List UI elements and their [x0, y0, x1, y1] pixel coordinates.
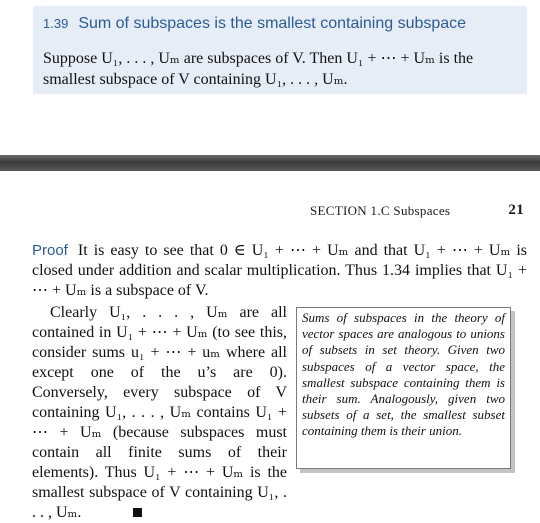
theorem-statement-line-1: Suppose U₁, . . . , Uₘ are subspaces of V. Then U₁ + ⋯ + Uₘ is the	[43, 50, 474, 67]
proof-text-1: It is easy to see that 0 ∈ U₁ + ⋯ + Uₘ and that U₁ + ⋯ + Uₘ is closed under addition and scalar multiplication. Thus 1.34 implies that U₁ + ⋯ + Uₘ is a subspace of V.	[32, 242, 528, 299]
previous-page	[0, 0, 540, 155]
theorem-heading	[43, 15, 466, 33]
current-page	[0, 171, 540, 519]
margin-note: Sums of subspaces in the theory of vector spaces are analogous to unions of subsets in set theory. Given two subspaces of a vector space, the smallest subspace containing them is their sum. Analogously, given two subsets of a set, the smallest subset containing them is their union.	[296, 307, 511, 469]
theorem-title: Sum of subspaces is the smallest containing subspace	[78, 15, 467, 32]
proof-paragraph-1	[32, 241, 527, 301]
page-gutter	[0, 155, 540, 171]
proof-paragraph-2	[32, 303, 287, 523]
theorem-statement	[43, 48, 521, 90]
running-head	[310, 203, 526, 219]
page-number: 21	[508, 202, 524, 218]
proof-text-2: Clearly U₁, . . . , Uₘ are all contained in U₁ + ⋯ + Uₘ (to see this, consider sums u₁ + ⋯ + uₘ where all except one of the u’s are 0). Conversely, every subspace of V containing U₁, . . . , Uₘ contains U₁ + ⋯ + Uₘ (because subspaces must contain all finite sums of their elements). Thus U₁ + ⋯ + Uₘ is the smallest subspace of V containing U₁, . . . , Uₘ.	[32, 304, 287, 521]
theorem-box	[33, 6, 527, 94]
qed-square-icon	[133, 508, 142, 517]
section-title: SECTION 1.C Subspaces	[310, 203, 451, 218]
theorem-statement-line-2: smallest subspace of V containing U₁, . . . , Uₘ.	[43, 71, 348, 88]
proof-label: Proof	[32, 242, 68, 259]
theorem-number: 1.39	[43, 16, 69, 31]
